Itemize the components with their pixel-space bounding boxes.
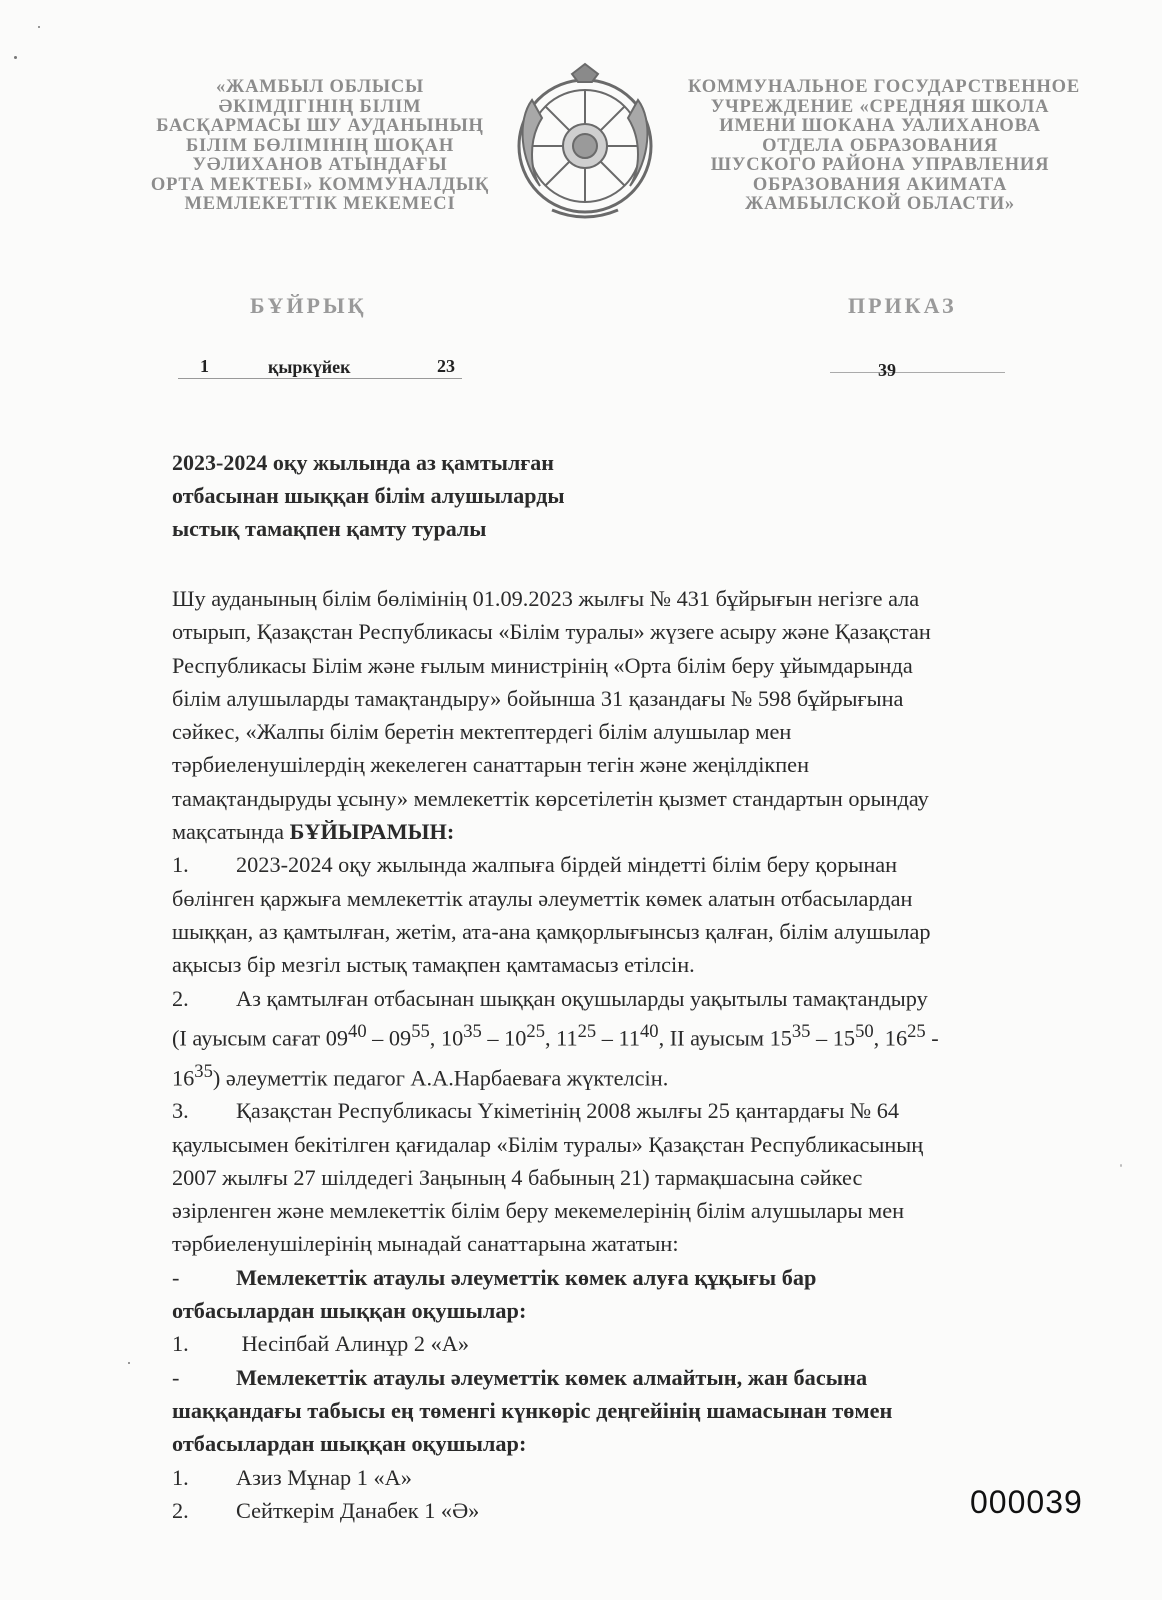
category-text: отбасылардан шыққан оқушылар: [172, 1431, 527, 1457]
student-name: Азиз Мұнар 1 «А» [236, 1464, 412, 1490]
paragraph-line: 2007 жылғы 27 шілдедегі Заңының 4 бабының 21) тармақшасына сәйкес [172, 1164, 863, 1190]
time-minute: 40 [348, 1020, 367, 1042]
time-minute: 40 [639, 1020, 659, 1042]
order-number: 39 [878, 360, 896, 380]
time-hour: 16 [884, 1025, 908, 1051]
header-ru-line: ОБРАЗОВАНИЯ АКИМАТА [752, 174, 1008, 195]
time-hour: 11 [618, 1025, 640, 1051]
intro-line: сәйкес, «Жалпы білім беретін мектептердегі білім алушылар мен [172, 719, 792, 745]
student-list-item [172, 1461, 1077, 1494]
header-ru-line: КОММУНАЛЬНОЕ ГОСУДАРСТВЕННОЕ [688, 77, 1081, 97]
category-2-heading-cont [172, 1394, 1077, 1427]
date-day: 1 [200, 356, 209, 376]
title-line: 2023-2024 оқу жылында аз қамтылған [172, 450, 554, 475]
student-name: Сейткерім Данабек 1 «Ә» [236, 1497, 480, 1523]
time-hour: 10 [504, 1025, 527, 1051]
title-line: отбасынан шыққан білім алушыларды [172, 483, 565, 508]
schedule-text: ) әлеуметтік педагог А.А.Нарбаеваға жүктелсін. [212, 1065, 669, 1090]
intro-line: тамақтандыруды ұсыну» мемлекеттік көрсетілетін қызмет стандартын орындау [172, 785, 929, 811]
paragraph-line: әзірленген және мемлекеттік білім беру мекемелерінің білім алушылары мен [172, 1198, 905, 1224]
time-hour: 16 [172, 1065, 195, 1090]
doc-type-ru: ПРИКАЗ [848, 293, 957, 318]
category-text: шаққандағы табысы ең төменгі күнкөріс деңгейінің шамасынан төмен [172, 1397, 893, 1423]
student-number: 1. [172, 1464, 189, 1490]
paragraph-2 [172, 982, 1077, 1015]
time-minute: 25 [907, 1020, 926, 1042]
paragraph-text: Аз қамтылған отбасынан шыққан оқушыларды уақытылы тамақтандыру [236, 985, 928, 1011]
list-dash: - [172, 1264, 180, 1290]
scan-speck [38, 26, 40, 28]
document-title [172, 446, 772, 545]
header-kz-line: БІЛІМ БӨЛІМІНІҢ ШОҚАН [185, 135, 455, 156]
header-ru-block [688, 77, 1081, 215]
category-text: Мемлекеттік атаулы әлеуметтік көмек алуға құқығы бар [236, 1264, 817, 1290]
intro-last-text: мақсатында [172, 819, 290, 845]
header-kz-block [138, 78, 502, 215]
paragraph-text: 2023-2024 оқу жылында жалпыға бірдей міндетті білім беру қорынан [236, 852, 898, 878]
paragraph-3 [172, 1094, 1077, 1127]
time-minute: 35 [463, 1020, 482, 1042]
date-month: қыркүйек [268, 357, 351, 377]
paragraph-line: бөлінген қаржыға мемлекеттік атаулы әлеуметтік көмек алатын отбасылардан [172, 885, 913, 911]
list-dash: - [172, 1364, 180, 1390]
header-ru-line: ОТДЕЛА ОБРАЗОВАНИЯ [762, 135, 998, 156]
schedule-line-end [172, 1055, 1077, 1095]
paragraph-number: 2. [172, 985, 189, 1011]
time-hour: 15 [769, 1025, 792, 1051]
date-underline [178, 378, 462, 379]
time-minute: 50 [855, 1020, 874, 1042]
date-year: 23 [437, 356, 455, 376]
time-hour: 15 [832, 1025, 856, 1051]
document-body [172, 582, 1077, 1527]
time-minute: 35 [791, 1020, 811, 1042]
header-ru-line: УЧРЕЖДЕНИЕ «СРЕДНЯЯ ШКОЛА [710, 96, 1050, 117]
schedule-text: (I ауысым сағат [172, 1025, 326, 1051]
category-text: отбасылардан шыққан оқушылар: [172, 1298, 527, 1324]
number-underline [830, 372, 1005, 373]
paragraph-line: ақысыз бір мезгіл ыстық тамақпен қамтамасыз етілсін. [172, 952, 695, 978]
scan-speck [128, 1362, 130, 1364]
schedule-line: (I ауысым сағат $09^{40} - 09^{55}$, $10^{35} - 10^{25}$, $11^{25} - 11^{40}$, II ауысым $15^{35} - 15^{50}$, $16^{25}$ - [172, 1020, 939, 1051]
paragraph-line: тәрбиеленушілерінің мынадай санаттарына жататын: [172, 1231, 679, 1257]
time-hour: 11 [556, 1025, 578, 1051]
paragraph-text: Қазақстан Республикасы Үкіметінің 2008 жылғы 25 қантардағы № 64 [236, 1098, 900, 1124]
header-ru-line: ИМЕНИ ШОКАНА УАЛИХАНОВА [719, 116, 1041, 136]
scan-speck [1120, 1164, 1122, 1167]
category-2-heading [172, 1361, 1077, 1394]
time-minute: 25 [526, 1020, 545, 1042]
header-kz-line: ӘКІМДІГІНІҢ БІЛІМ [218, 96, 422, 117]
intro-line: білім алушыларды тамақтандыру» бойынша 31 қазандағы № 598 бұйрығына [172, 685, 904, 711]
time-hour: 09 [325, 1025, 349, 1051]
intro-line: Республикасы Білім және ғылым министрінің «Орта білім беру ұйымдарында [172, 652, 913, 678]
intro-line: отырып, Қазақстан Республикасы «Білім туралы» жүзеге асыру және Қазақстан [172, 619, 931, 645]
intro-line: Шу ауданының білім бөлімінің 01.09.2023 жылғы № 431 бұйрығын негізге ала [172, 586, 920, 611]
doc-type-kz: БҰЙРЫҚ [250, 293, 367, 318]
category-text: Мемлекеттік атаулы әлеуметтік көмек алмайтын, жан басына [236, 1364, 868, 1390]
paragraph-number: 3. [172, 1098, 189, 1124]
schedule-text: , II ауысым [658, 1025, 770, 1051]
paragraph-1 [172, 848, 1077, 881]
order-word: БҰЙЫРАМЫН: [289, 819, 455, 845]
scan-speck [14, 56, 17, 59]
category-1-heading [172, 1261, 1077, 1294]
time-hour: 10 [440, 1025, 464, 1051]
header-ru-line: ШУСКОГО РАЙОНА УПРАВЛЕНИЯ [710, 155, 1050, 175]
state-emblem-icon [512, 60, 658, 226]
student-number: 2. [172, 1497, 189, 1523]
time-minute: 55 [411, 1020, 430, 1042]
header-kz-line: ОРТА МЕКТЕБІ» КОММУНАЛДЫҚ [150, 174, 490, 195]
student-list-item [172, 1494, 1077, 1527]
paragraph-line: қаулысымен бекітілген қағидалар «Білім туралы» Қазақстан Республикасының [172, 1131, 924, 1157]
student-number: 1. [172, 1331, 189, 1357]
time-hour: 09 [388, 1025, 412, 1051]
time-minute: 25 [577, 1020, 597, 1042]
header-kz-line: УӘЛИХАНОВ АТЫНДАҒЫ [192, 155, 448, 175]
category-1-heading-cont [172, 1294, 1077, 1327]
header-kz-line: МЕМЛЕКЕТТІК МЕКЕМЕСІ [184, 194, 456, 214]
student-name: Несіпбай Алинұр 2 «А» [236, 1331, 469, 1357]
title-line: ыстық тамақпен қамту туралы [172, 516, 487, 541]
category-2-heading-cont [172, 1427, 1077, 1460]
time-minute: 35 [194, 1060, 213, 1082]
header-ru-line: ЖАМБЫЛСКОЙ ОБЛАСТИ» [745, 194, 1015, 214]
header-kz-line: «ЖАМБЫЛ ОБЛЫСЫ [215, 77, 424, 97]
paragraph-line: шыққан, аз қамтылған, жетім, ата-ана қамқорлығынсыз қалған, білім алушылар [172, 918, 931, 944]
student-list-item [172, 1327, 1077, 1360]
intro-line: тәрбиеленушілердің жекелеген санаттарын тегін және жеңілдікпен [172, 752, 810, 778]
intro-last-line [172, 815, 1077, 848]
header-kz-line: БАСҚАРМАСЫ ШУ АУДАНЫНЫҢ [156, 116, 484, 136]
paragraph-number: 1. [172, 852, 189, 878]
serial-number: 000039 [970, 1484, 1083, 1520]
